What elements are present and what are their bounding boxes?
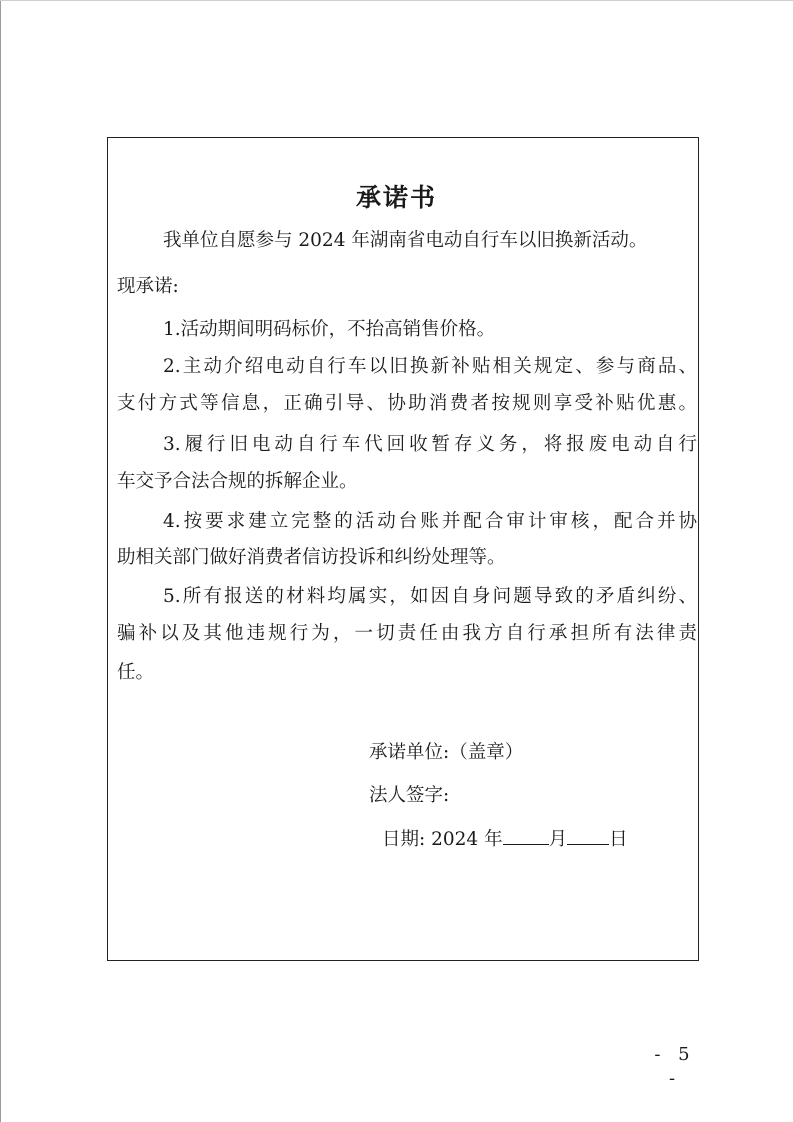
- signature-date-row: [382, 826, 628, 852]
- month-label: 月: [548, 829, 568, 850]
- item-5-line-1: 5.所有报送的材料均属实，如因自身问题导致的矛盾纠纷、: [163, 586, 697, 607]
- item-5-line-2: 骗补以及其他违规行为，一切责任由我方自行承担所有法律责: [117, 623, 697, 644]
- intro-line-2: 现承诺:: [117, 276, 179, 297]
- item-4-line-2: 助相关部门做好消费者信访投诉和纠纷处理等。: [117, 547, 506, 568]
- document-title: 承诺书: [355, 183, 437, 212]
- item-4-line-1: 4.按要求建立完整的活动台账并配合审计审核，配合并协: [163, 511, 697, 532]
- signature-unit-label: 承诺单位:（盖章）: [369, 742, 524, 763]
- day-blank: [567, 826, 609, 845]
- item-1-line-1: 1.活动期间明码标价，不抬高销售价格。: [163, 319, 496, 340]
- page-edge: [0, 0, 1, 1122]
- item-3-line-1: 3.履行旧电动自行车代回收暂存义务，将报废电动自行: [163, 434, 697, 455]
- month-blank: [503, 826, 549, 845]
- page-number: - 5 -: [654, 1044, 696, 1089]
- page-edge-top: [0, 0, 793, 1]
- signature-legal-person-label: 法人签字:: [369, 785, 450, 806]
- item-3-line-2: 车交予合法合规的拆解企业。: [117, 471, 358, 492]
- item-5-line-3: 任。: [117, 662, 155, 683]
- day-label: 日: [609, 829, 628, 850]
- item-2-line-2: 支付方式等信息，正确引导、协助消费者按规则享受补贴优惠。: [117, 393, 697, 414]
- intro-line-1: 我单位自愿参与 2024 年湖南省电动自行车以旧换新活动。: [163, 230, 648, 251]
- date-prefix: 日期: 2024 年: [382, 829, 503, 850]
- item-2-line-1: 2.主动介绍电动自行车以旧换新补贴相关规定、参与商品、: [163, 356, 697, 377]
